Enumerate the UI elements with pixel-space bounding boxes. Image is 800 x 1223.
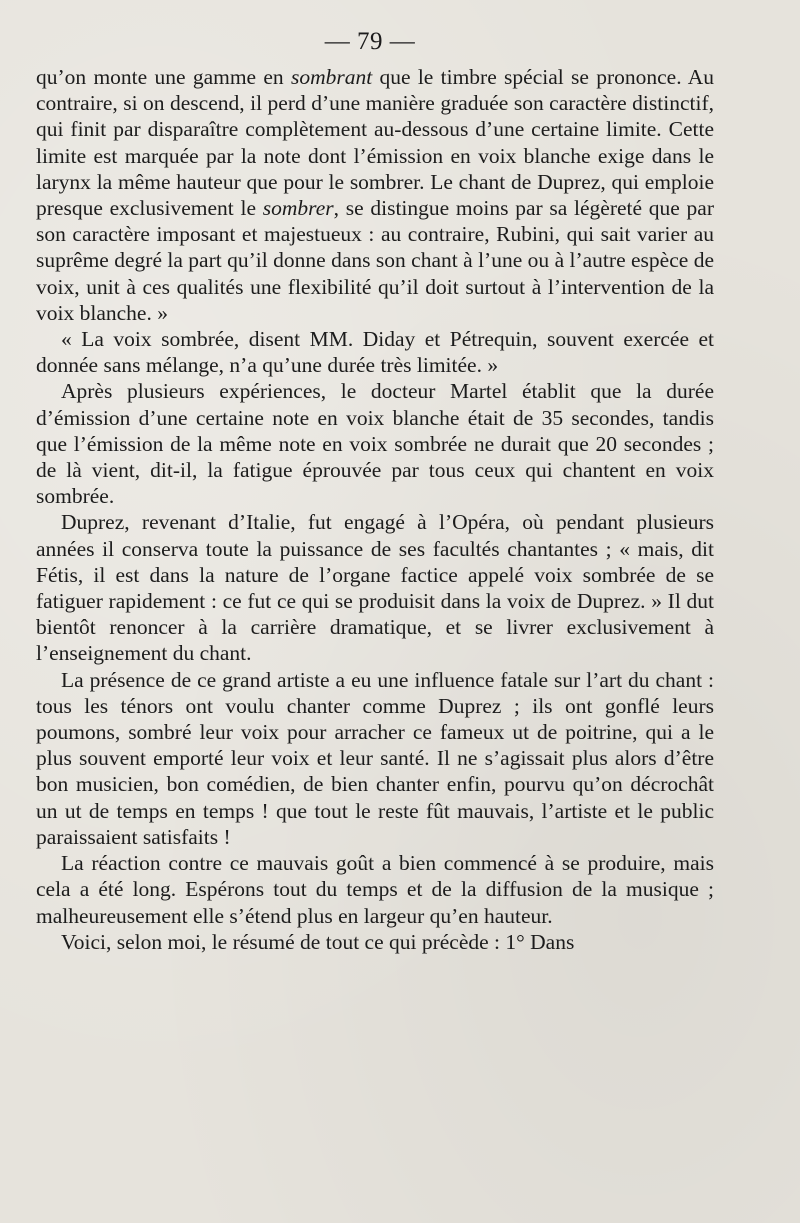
paragraph-3 [36, 378, 714, 509]
text-run: La réaction contre ce mauvais goût a bien commencé à se produire, mais cela a été long. Espérons tout du temps et de la diffusion de la musique ; malheureusement elle s’étend plus en largeur qu’en hauteur. [36, 851, 714, 928]
page-number: — 79 — [324, 28, 416, 55]
text-run: « La voix sombrée, disent MM. Diday et Pétrequin, souvent exercée et donnée sans mélange, n’a qu’une durée très limitée. » [36, 327, 714, 378]
text-run: Duprez, revenant d’Italie, fut engagé à l’Opéra, où pendant plusieurs années il conserva toute la puissance de ses facultés chantantes ; « mais, dit Fétis, il est dans la nature de l’organe factice appelé voix sombrée de se fatiguer rapidement : ce fut ce qui se produisit dans la voix de Duprez. » Il dut bientôt renoncer à la carrière dramatique, et se livrer exclusivement à l’enseignement du chant. [36, 510, 714, 666]
paragraph-7 [36, 929, 714, 955]
paragraph-1 [36, 64, 714, 326]
paragraph-5 [36, 667, 714, 850]
paragraph-4 [36, 509, 714, 666]
italic-term: sombrer [262, 196, 334, 221]
text-run: que le timbre spécial se prononce. Au contraire, si on descend, il perd d’une manière graduée son caractère distinctif, qui finit par disparaître complètement au-dessous d’une certaine limite. Cette limite est marquée par la note dont l’émission en voix blanche exige dans le larynx la même hauteur que pour le sombrer. Le chant de Duprez, qui emploie presque exclusivement le [36, 65, 714, 221]
text-run: Voici, selon moi, le résumé de tout ce qui précède : 1° Dans [61, 929, 575, 954]
text-run: qu’on monte une gamme en [36, 65, 291, 89]
body-text [36, 64, 714, 955]
text-run: Après plusieurs expériences, le docteur Martel établit que la durée d’émission d’une certaine note en voix blanche était de 35 secondes, tandis que l’émission de la même note en voix sombrée ne durait que 20 secondes ; de là vient, dit-il, la fatigue éprouvée par tous ceux qui chantent en voix sombrée. [36, 379, 714, 509]
italic-term: sombrant [290, 65, 373, 89]
paragraph-2 [36, 326, 714, 378]
paragraph-6 [36, 850, 714, 929]
text-run: , se distingue moins par sa légèreté que par son caractère imposant et majestueux : au contraire, Rubini, qui sait varier au suprême degré la part qu’il donne dans son chant à l’une ou à l’autre espèce de voix, unit à ces qualités une flexibilité qu’il doit surtout à l’intervention de la voix blanche. » [36, 196, 714, 325]
text-run: La présence de ce grand artiste a eu une influence fatale sur l’art du chant : tous les ténors ont voulu chanter comme Duprez ; ils ont gonflé leurs poumons, sombré leur voix pour arracher ce fameux ut de poitrine, qui a le plus souvent emporté leur voix et leur santé. Il ne s’agissait plus alors d’être bon musicien, bon comédien, de bien chanter enfin, pourvu qu’on décrochât un ut de temps en temps ! que tout le reste fût mauvais, l’artiste et le public paraissaient satisfaits ! [36, 667, 714, 849]
